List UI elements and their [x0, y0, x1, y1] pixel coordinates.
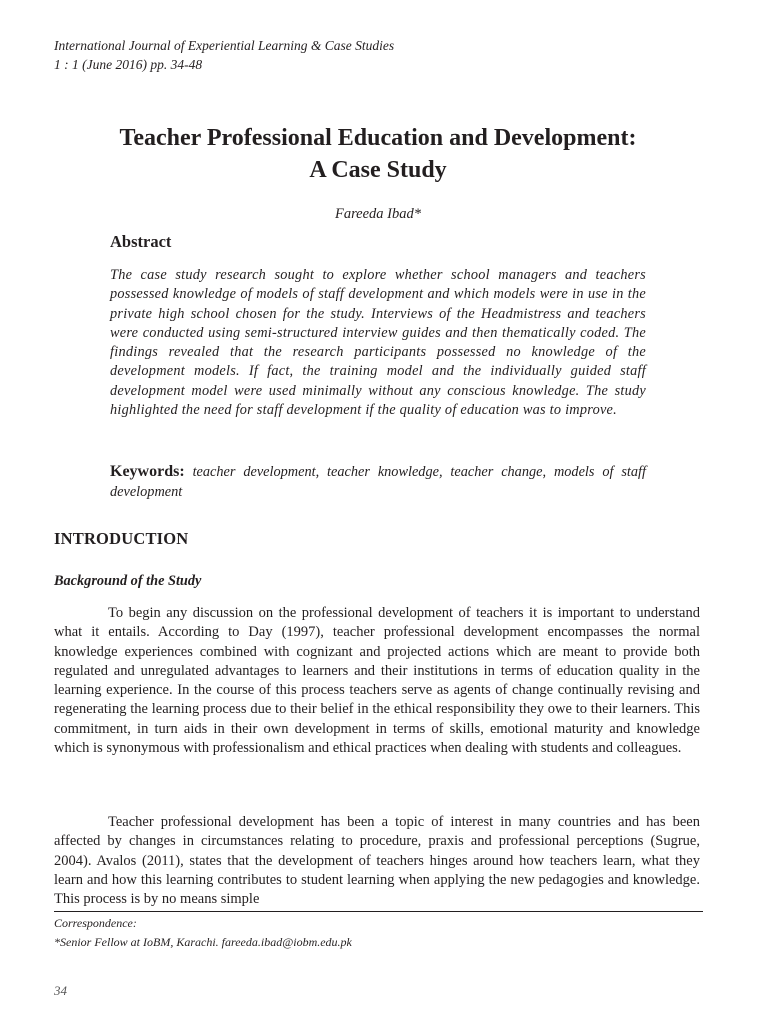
abstract-heading: Abstract	[110, 232, 172, 251]
body-paragraph: Teacher professional development has been a topic of interest in many countries and has been affected by changes in circumstances relating to procedure, praxis and professional perceptions (Sugrue, 2004). Avalos (2011), states that the development of teachers hinges around how teachers learn, what they learn and how this learning contributes to student learning when applying the new pedagogies and knowledge. This process is by no means simple	[54, 814, 700, 908]
page-number: 34	[54, 983, 67, 998]
running-head	[54, 36, 394, 74]
footnote	[54, 914, 352, 952]
keywords	[110, 462, 646, 502]
footnote-text: *Senior Fellow at IoBM, Karachi. fareeda.ibad@iobm.edu.pk	[54, 935, 352, 949]
paper-title	[54, 122, 702, 186]
footnote-label: Correspondence:	[54, 916, 137, 930]
abstract-body: The case study research sought to explore whether school managers and teachers possessed knowledge of models of staff development and which models were in use in the private high school chosen for the study. Interviews of the Headmistress and teachers were conducted using semi-structured interview guides and then thematically coded. The findings revealed that the research participants possessed no knowledge of the development models. If fact, the training model and the individually guided staff development model were used minimally without any conscious knowledge. The study highlighted the need for staff development if the quality of education was to improve.	[110, 267, 646, 419]
author-name: Fareeda Ibad*	[334, 206, 422, 222]
paper-title-line-1: Teacher Professional Education and Development:	[119, 125, 637, 151]
footnote-divider	[54, 911, 703, 912]
subsection-heading-background: Background of the Study	[54, 573, 202, 589]
body-paragraph: To begin any discussion on the professional development of teachers it is important to understand what it entails. According to Day (1997), teacher professional development encompasses the normal knowledge experiences combined with cognizant and projected actions which are meant to provide both regulated and unregulated advantages to learners and their institutions in terms of education quality in the learning experience. In the course of this process teachers serve as agents of change continually revising and regenerating the learning process due to their belief in the ethical responsibility they owe to their learners. This commitment, in turn aids in their own development in terms of skills, emotional maturity and knowledge which is synonymous with professionalism and ethical practices when dealing with students and colleagues.	[54, 605, 700, 757]
section-heading-introduction: INTRODUCTION	[54, 529, 189, 548]
keywords-text: teacher development, teacher knowledge, teacher change, models of staff development	[110, 464, 646, 500]
keywords-label: Keywords:	[110, 463, 185, 480]
paper-title-line-2: A Case Study	[309, 157, 447, 183]
issue-info: 1 : 1 (June 2016) pp. 34-48	[54, 57, 203, 72]
journal-name: International Journal of Experiential Learning & Case Studies	[54, 38, 395, 53]
